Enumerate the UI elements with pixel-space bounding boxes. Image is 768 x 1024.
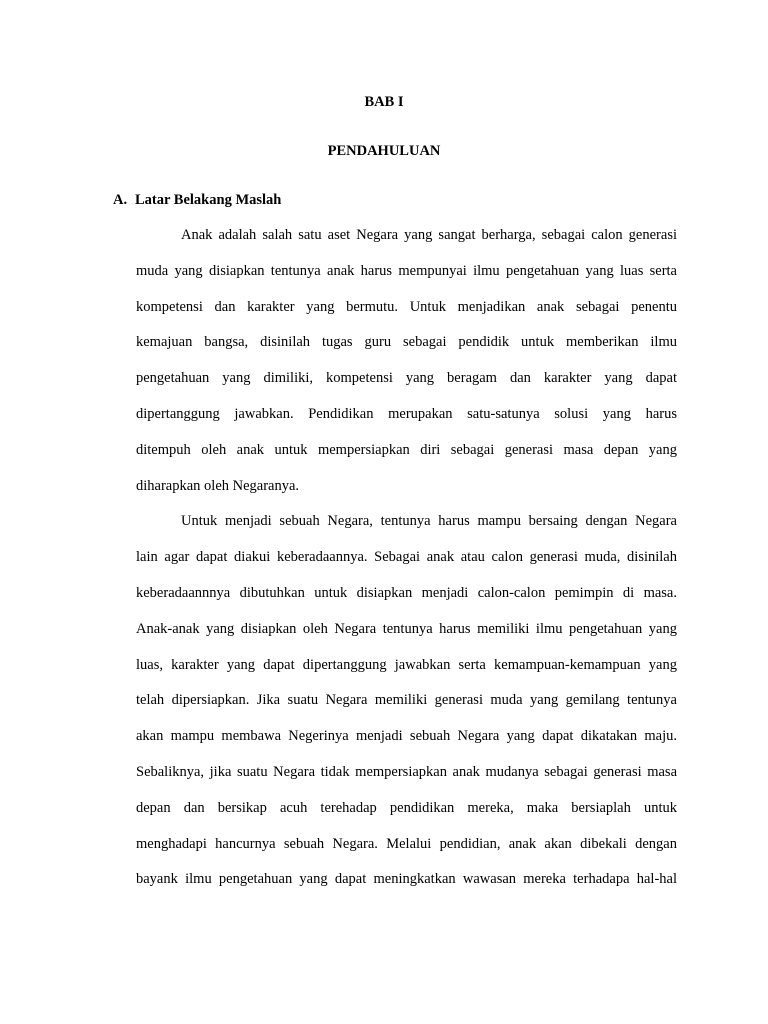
paragraph-line: telah dipersiapkan. Jika suatu Negara memiliki generasi muda yang gemilang tentunya: [136, 692, 677, 709]
section-title: Latar Belakang Maslah: [135, 192, 282, 208]
paragraph-line: lain agar dapat diakui keberadaannya. Sebagai anak atau calon generasi muda, disinilah: [136, 549, 677, 566]
section-letter: A.: [113, 192, 128, 208]
paragraph-line: dipertanggung jawabkan. Pendidikan merupakan satu-satunya solusi yang harus: [136, 405, 677, 422]
body-text: [136, 226, 677, 906]
paragraph-line: luas, karakter yang dapat dipertanggung jawabkan serta kemampuan-kemampuan yang: [136, 656, 677, 673]
paragraph-line: depan dan bersikap acuh terehadap pendidikan mereka, maka bersiaplah untuk: [136, 799, 677, 816]
chapter-number: BAB I: [364, 94, 404, 110]
paragraph-line: menghadapi hancurnya sebuah Negara. Melalui pendidian, anak akan dibekali dengan: [136, 835, 677, 852]
paragraph-line: Untuk menjadi sebuah Negara, tentunya harus mampu bersaing dengan Negara: [181, 513, 677, 530]
paragraph-line: bayank ilmu pengetahuan yang dapat meningkatkan wawasan mereka terhadapa hal-hal: [136, 871, 677, 888]
paragraph-line: pengetahuan yang dimiliki, kompetensi yang beragam dan karakter yang dapat: [136, 370, 677, 387]
paragraph-line: Sebaliknya, jika suatu Negara tidak mempersiapkan anak mudanya sebagai generasi masa: [136, 763, 677, 780]
paragraph-line: keberadaannnya dibutuhkan untuk disiapkan menjadi calon-calon pemimpin di masa.: [136, 584, 677, 601]
chapter-title: PENDAHULUAN: [327, 143, 441, 159]
paragraph-line: Anak adalah salah satu aset Negara yang sangat berharga, sebagai calon generasi: [181, 227, 677, 243]
paragraph-line: diharapkan oleh Negaranya.: [136, 477, 300, 494]
paragraph-line: Anak-anak yang disiapkan oleh Negara tentunya harus memiliki ilmu pengetahuan yang: [136, 620, 677, 637]
paragraph-line: muda yang disiapkan tentunya anak harus mempunyai ilmu pengetahuan yang luas serta: [136, 262, 677, 279]
paragraph-line: ditempuh oleh anak untuk mempersiapkan diri sebagai generasi masa depan yang: [136, 441, 677, 458]
paragraph-line: kemajuan bangsa, disinilah tugas guru sebagai pendidik untuk memberikan ilmu: [136, 334, 677, 351]
section-heading: [113, 191, 281, 209]
paragraph-line: akan mampu membawa Negerinya menjadi sebuah Negara yang dapat dikatakan maju.: [136, 728, 677, 745]
paragraph-line: kompetensi dan karakter yang bermutu. Untuk menjadikan anak sebagai penentu: [136, 298, 677, 315]
